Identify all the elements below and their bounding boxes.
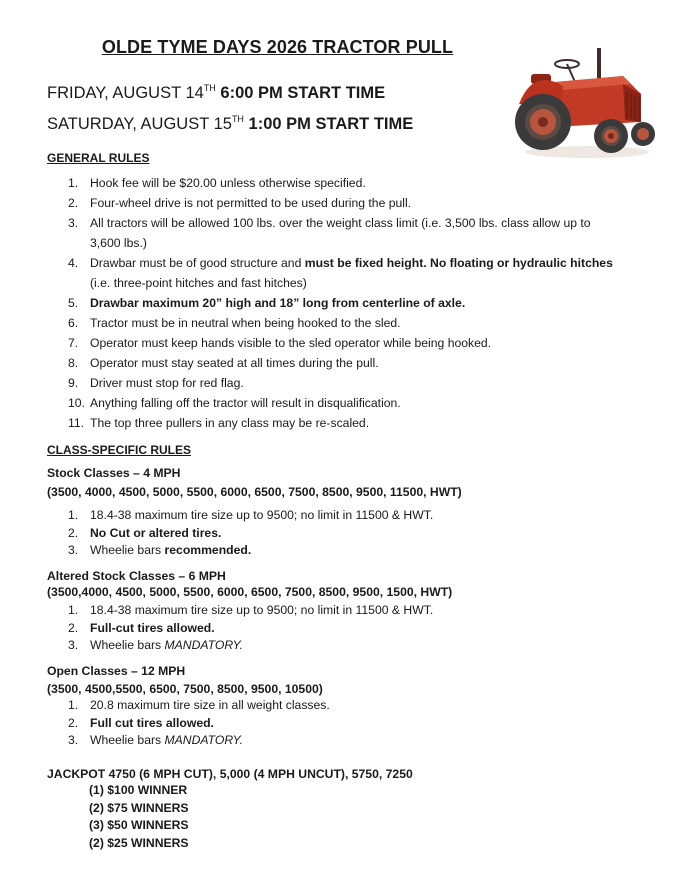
rule-number: 5. <box>68 296 79 310</box>
altered-class-title: Altered Stock Classes – 6 MPH <box>47 569 226 583</box>
rule-number: 1. <box>68 698 79 712</box>
rule-item <box>47 697 617 715</box>
rule-number: 3. <box>68 216 79 230</box>
page-title: OLDE TYME DAYS 2026 TRACTOR PULL <box>101 37 454 57</box>
rule-item <box>47 253 617 293</box>
friday-date: FRIDAY, AUGUST 14 <box>47 84 204 102</box>
rule-item <box>47 732 617 750</box>
saturday-date-suffix: TH <box>231 114 244 124</box>
altered-class-rules <box>47 602 617 655</box>
saturday-start-line <box>47 114 413 134</box>
winner-line: (2) $75 WINNERS <box>89 800 189 815</box>
class-specific-heading: CLASS-SPECIFIC RULES <box>47 443 192 457</box>
rule-number: 1. <box>68 176 79 190</box>
rule-number: 3. <box>68 638 79 652</box>
rule-text: MANDATORY. <box>164 733 244 747</box>
open-class-weights: (3500, 4500,5500, 6500, 7500, 8500, 9500, 10500) <box>47 682 323 696</box>
rule-item <box>47 715 617 733</box>
rule-item <box>47 602 617 620</box>
rule-item <box>47 353 617 373</box>
rule-text: must be fixed height. No floating or hydraulic hitches <box>304 256 613 270</box>
rule-number: 2. <box>68 196 79 210</box>
rule-item <box>47 507 617 525</box>
rule-item <box>47 620 617 638</box>
rule-text: 18.4-38 maximum tire size up to 9500; no limit in 11500 & HWT. <box>90 603 434 617</box>
rule-item <box>47 173 617 193</box>
rule-text: The top three pullers in any class may be re-scaled. <box>90 416 370 430</box>
saturday-start-time: 1:00 PM START TIME <box>248 115 414 133</box>
jackpot-winners <box>89 782 189 852</box>
saturday-date: SATURDAY, AUGUST 15 <box>47 115 232 133</box>
rule-number: 9. <box>68 376 79 390</box>
open-class-title: Open Classes – 12 MPH <box>47 664 186 678</box>
rule-text: Drawbar maximum 20” high and 18” long from centerline of axle. <box>90 296 466 310</box>
general-rules-list <box>47 173 617 433</box>
rule-item <box>47 542 617 560</box>
rule-number: 7. <box>68 336 79 350</box>
rule-text: Full-cut tires allowed. <box>90 620 215 635</box>
rule-text: Tractor must be in neutral when being hooked to the sled. <box>90 316 401 330</box>
rule-text: Operator must keep hands visible to the sled operator while being hooked. <box>90 336 492 350</box>
rule-item <box>47 393 617 413</box>
friday-start-time: 6:00 PM START TIME <box>220 84 386 102</box>
rule-text: Drawbar must be of good structure and <box>90 256 305 270</box>
jackpot-line: JACKPOT 4750 (6 MPH CUT), 5,000 (4 MPH UNCUT), 5750, 7250 <box>47 767 413 781</box>
rule-text: Hook fee will be $20.00 unless otherwise specified. <box>90 176 366 190</box>
tractor-illustration <box>515 34 655 160</box>
rule-text: Wheelie bars <box>90 638 165 652</box>
general-rules-heading: GENERAL RULES <box>47 151 150 165</box>
stock-class-title: Stock Classes – 4 MPH <box>47 466 181 480</box>
friday-date-suffix: TH <box>203 83 216 93</box>
winner-line: (3) $50 WINNERS <box>89 818 189 832</box>
rule-item <box>47 637 617 655</box>
rule-item <box>47 293 617 313</box>
open-class-rules <box>47 697 617 750</box>
rule-number: 3. <box>68 733 79 747</box>
rule-text: 18.4-38 maximum tire size up to 9500; no limit in 11500 & HWT. <box>90 508 434 522</box>
rule-item <box>47 413 617 433</box>
rule-number: 3. <box>68 543 79 557</box>
rule-item <box>47 525 617 543</box>
rule-number: 2. <box>68 715 79 730</box>
rule-item <box>47 373 617 393</box>
rule-text: No Cut or altered tires. <box>90 525 222 540</box>
rule-text: Four-wheel drive is not permitted to be used during the pull. <box>90 196 412 210</box>
rule-text: recommended. <box>164 543 252 557</box>
rule-number: 2. <box>68 525 79 540</box>
rule-text: All tractors will be allowed 100 lbs. over the weight class limit (i.e. 3,500 lbs. class allow up to 3,600 lbs.) <box>90 216 591 250</box>
stock-class-rules <box>47 507 617 560</box>
rule-text: Anything falling off the tractor will result in disqualification. <box>90 396 401 410</box>
rule-text: Wheelie bars <box>90 543 165 557</box>
rule-text: Wheelie bars <box>90 733 165 747</box>
rule-number: 2. <box>68 620 79 635</box>
rule-number: 6. <box>68 316 79 330</box>
rule-text: Driver must stop for red flag. <box>90 376 244 390</box>
rule-number: 4. <box>68 256 79 270</box>
rule-number: 11. <box>68 416 85 430</box>
rule-text: 20.8 maximum tire size in all weight classes. <box>90 698 330 712</box>
rule-number: 1. <box>68 508 79 522</box>
rule-text: Operator must stay seated at all times during the pull. <box>90 356 379 370</box>
rule-number: 1. <box>68 603 79 617</box>
altered-class-weights: (3500,4000, 4500, 5000, 5500, 6000, 6500, 7500, 8500, 9500, 1500, HWT) <box>47 585 453 599</box>
rule-text: Full cut tires allowed. <box>90 715 214 730</box>
rule-text: MANDATORY. <box>164 638 244 652</box>
stock-class-weights: (3500, 4000, 4500, 5000, 5500, 6000, 6500, 7500, 8500, 9500, 11500, HWT) <box>47 485 462 499</box>
rule-text: (i.e. three-point hitches and fast hitches) <box>90 276 307 290</box>
rule-item <box>47 213 617 253</box>
rule-number: 8. <box>68 356 79 370</box>
rule-item <box>47 333 617 353</box>
rule-item <box>47 313 617 333</box>
winner-line: (2) $25 WINNERS <box>89 835 189 850</box>
rule-item <box>47 193 617 213</box>
winner-line: (1) $100 WINNER <box>89 783 188 797</box>
rule-number: 10. <box>68 396 85 410</box>
friday-start-line <box>47 83 385 103</box>
